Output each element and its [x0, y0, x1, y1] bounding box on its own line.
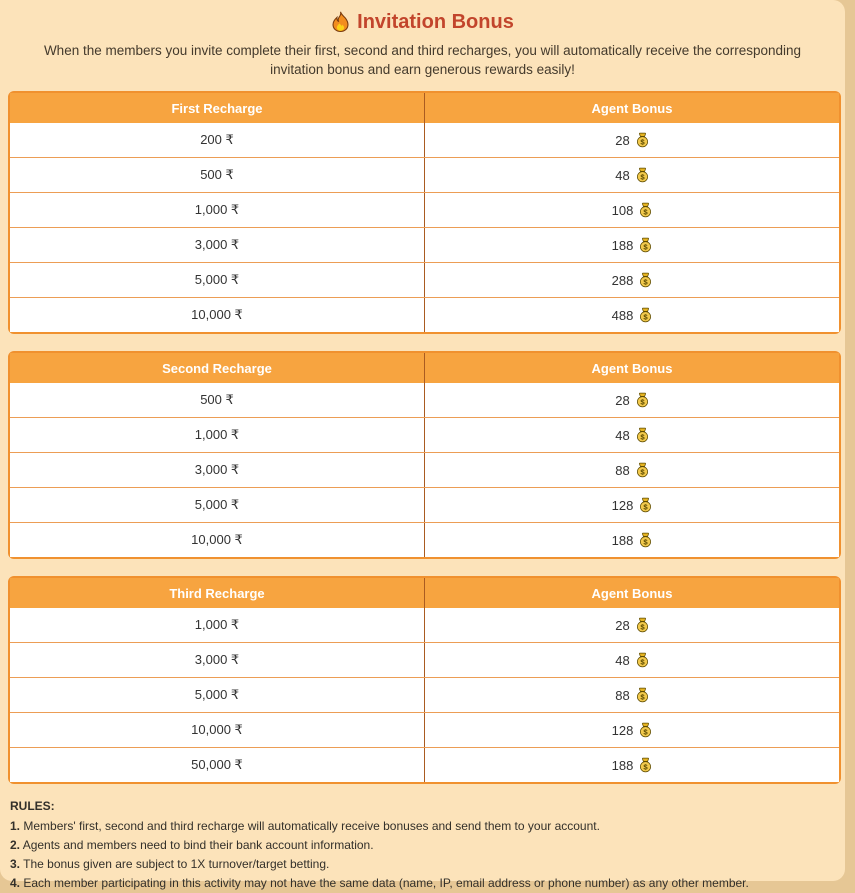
agent-bonus-cell [425, 263, 839, 297]
money-bag-icon [636, 687, 649, 703]
table-row [10, 158, 839, 193]
agent-bonus-cell [425, 643, 839, 677]
recharge-amount: 10,000 ₹ [191, 307, 243, 323]
recharge-amount-cell [10, 748, 425, 782]
svg-text:$: $ [640, 693, 645, 702]
money-bag-icon [639, 532, 652, 548]
recharge-amount: 5,000 ₹ [195, 687, 239, 703]
table-header-recharge: Second Recharge [10, 353, 425, 383]
bonus-amount: 128 [612, 723, 634, 738]
recharge-amount-cell [10, 713, 425, 747]
recharge-amount-cell [10, 608, 425, 642]
recharge-amount: 1,000 ₹ [195, 202, 239, 218]
bonus-tables [0, 91, 845, 784]
recharge-amount: 3,000 ₹ [195, 237, 239, 253]
table-header-row [10, 353, 839, 383]
bonus-amount: 48 [615, 428, 629, 443]
rule-item [10, 817, 835, 836]
recharge-amount-cell [10, 453, 425, 487]
recharge-amount: 3,000 ₹ [195, 652, 239, 668]
table-header-agent-bonus: Agent Bonus [425, 353, 839, 383]
rule-item [10, 855, 835, 874]
rule-number: 3. [10, 857, 20, 871]
money-bag-icon [639, 272, 652, 288]
page-title-row [0, 9, 845, 35]
agent-bonus-cell [425, 158, 839, 192]
svg-text:$: $ [640, 173, 645, 182]
table-row [10, 523, 839, 557]
bonus-amount: 108 [612, 203, 634, 218]
table-row [10, 263, 839, 298]
bonus-amount: 88 [615, 688, 629, 703]
rule-number: 4. [10, 876, 20, 890]
recharge-amount: 5,000 ₹ [195, 272, 239, 288]
svg-text:$: $ [644, 503, 649, 512]
recharge-amount-cell [10, 643, 425, 677]
money-bag-icon [639, 722, 652, 738]
bonus-amount: 188 [612, 758, 634, 773]
rule-number: 1. [10, 819, 20, 833]
svg-text:$: $ [640, 658, 645, 667]
money-bag-icon [639, 202, 652, 218]
table-row [10, 678, 839, 713]
bonus-table-2 [8, 351, 841, 559]
table-row [10, 453, 839, 488]
money-bag-icon [639, 237, 652, 253]
money-bag-icon [636, 617, 649, 633]
agent-bonus-cell [425, 748, 839, 782]
recharge-amount-cell [10, 383, 425, 417]
fire-icon [331, 11, 350, 33]
agent-bonus-cell [425, 298, 839, 332]
bonus-amount: 28 [615, 393, 629, 408]
rule-text: Members' first, second and third recharge will automatically receive bonuses and send them to your account. [23, 819, 600, 833]
money-bag-icon [636, 427, 649, 443]
agent-bonus-cell [425, 678, 839, 712]
svg-text:$: $ [644, 208, 649, 217]
bonus-amount: 288 [612, 273, 634, 288]
svg-text:$: $ [644, 538, 649, 547]
table-header-agent-bonus: Agent Bonus [425, 578, 839, 608]
recharge-amount: 500 ₹ [200, 392, 234, 408]
recharge-amount: 500 ₹ [200, 167, 234, 183]
recharge-amount: 1,000 ₹ [195, 427, 239, 443]
page-description: When the members you invite complete their first, second and third recharges, you will automatically receive the corresponding invitation bonus and earn generous rewards easily! [24, 41, 821, 79]
rules-list [10, 817, 835, 893]
bonus-table-1 [8, 91, 841, 334]
table-row [10, 298, 839, 332]
bonus-amount: 128 [612, 498, 634, 513]
agent-bonus-cell [425, 228, 839, 262]
recharge-amount-cell [10, 263, 425, 297]
svg-text:$: $ [644, 278, 649, 287]
recharge-amount-cell [10, 678, 425, 712]
table-row [10, 228, 839, 263]
table-header-row [10, 93, 839, 123]
rules-section [10, 797, 835, 893]
rule-item [10, 836, 835, 855]
recharge-amount: 1,000 ₹ [195, 617, 239, 633]
agent-bonus-cell [425, 383, 839, 417]
rule-text: Agents and members need to bind their bank account information. [23, 838, 374, 852]
rules-heading: RULES: [10, 797, 835, 816]
table-row [10, 383, 839, 418]
recharge-amount-cell [10, 298, 425, 332]
table-header-agent-bonus: Agent Bonus [425, 93, 839, 123]
table-row [10, 193, 839, 228]
money-bag-icon [636, 392, 649, 408]
agent-bonus-cell [425, 488, 839, 522]
money-bag-icon [636, 132, 649, 148]
table-header-row [10, 578, 839, 608]
svg-text:$: $ [640, 138, 645, 147]
recharge-amount: 3,000 ₹ [195, 462, 239, 478]
recharge-amount-cell [10, 418, 425, 452]
agent-bonus-cell [425, 608, 839, 642]
svg-text:$: $ [644, 728, 649, 737]
table-row [10, 123, 839, 158]
table-row [10, 488, 839, 523]
agent-bonus-cell [425, 713, 839, 747]
agent-bonus-cell [425, 453, 839, 487]
recharge-amount: 5,000 ₹ [195, 497, 239, 513]
rule-text: The bonus given are subject to 1X turnover/target betting. [23, 857, 329, 871]
table-row [10, 748, 839, 782]
recharge-amount: 200 ₹ [200, 132, 234, 148]
money-bag-icon [636, 167, 649, 183]
agent-bonus-cell [425, 123, 839, 157]
rule-text: Each member participating in this activity may not have the same data (name, IP, email address or phone number) as any other member. [23, 876, 748, 890]
recharge-amount-cell [10, 123, 425, 157]
bonus-amount: 28 [615, 133, 629, 148]
page-title: Invitation Bonus [357, 11, 514, 34]
agent-bonus-cell [425, 193, 839, 227]
recharge-amount-cell [10, 228, 425, 262]
recharge-amount: 10,000 ₹ [191, 722, 243, 738]
bonus-amount: 48 [615, 653, 629, 668]
svg-text:$: $ [644, 763, 649, 772]
svg-text:$: $ [644, 243, 649, 252]
agent-bonus-cell [425, 418, 839, 452]
money-bag-icon [636, 652, 649, 668]
recharge-amount-cell [10, 158, 425, 192]
svg-text:$: $ [640, 433, 645, 442]
bonus-amount: 488 [612, 308, 634, 323]
bonus-table-3 [8, 576, 841, 784]
rule-number: 2. [10, 838, 20, 852]
table-header-recharge: First Recharge [10, 93, 425, 123]
bonus-amount: 28 [615, 618, 629, 633]
bonus-amount: 188 [612, 533, 634, 548]
svg-text:$: $ [640, 623, 645, 632]
money-bag-icon [639, 757, 652, 773]
money-bag-icon [636, 462, 649, 478]
agent-bonus-cell [425, 523, 839, 557]
recharge-amount-cell [10, 523, 425, 557]
recharge-amount: 10,000 ₹ [191, 532, 243, 548]
table-row [10, 643, 839, 678]
recharge-amount-cell [10, 488, 425, 522]
table-row [10, 608, 839, 643]
money-bag-icon [639, 307, 652, 323]
recharge-amount: 50,000 ₹ [191, 757, 243, 773]
money-bag-icon [639, 497, 652, 513]
table-header-recharge: Third Recharge [10, 578, 425, 608]
table-row [10, 713, 839, 748]
svg-text:$: $ [640, 398, 645, 407]
bonus-amount: 188 [612, 238, 634, 253]
svg-text:$: $ [644, 313, 649, 322]
bonus-amount: 48 [615, 168, 629, 183]
rule-item [10, 874, 835, 893]
bonus-amount: 88 [615, 463, 629, 478]
recharge-amount-cell [10, 193, 425, 227]
table-row [10, 418, 839, 453]
svg-text:$: $ [640, 468, 645, 477]
